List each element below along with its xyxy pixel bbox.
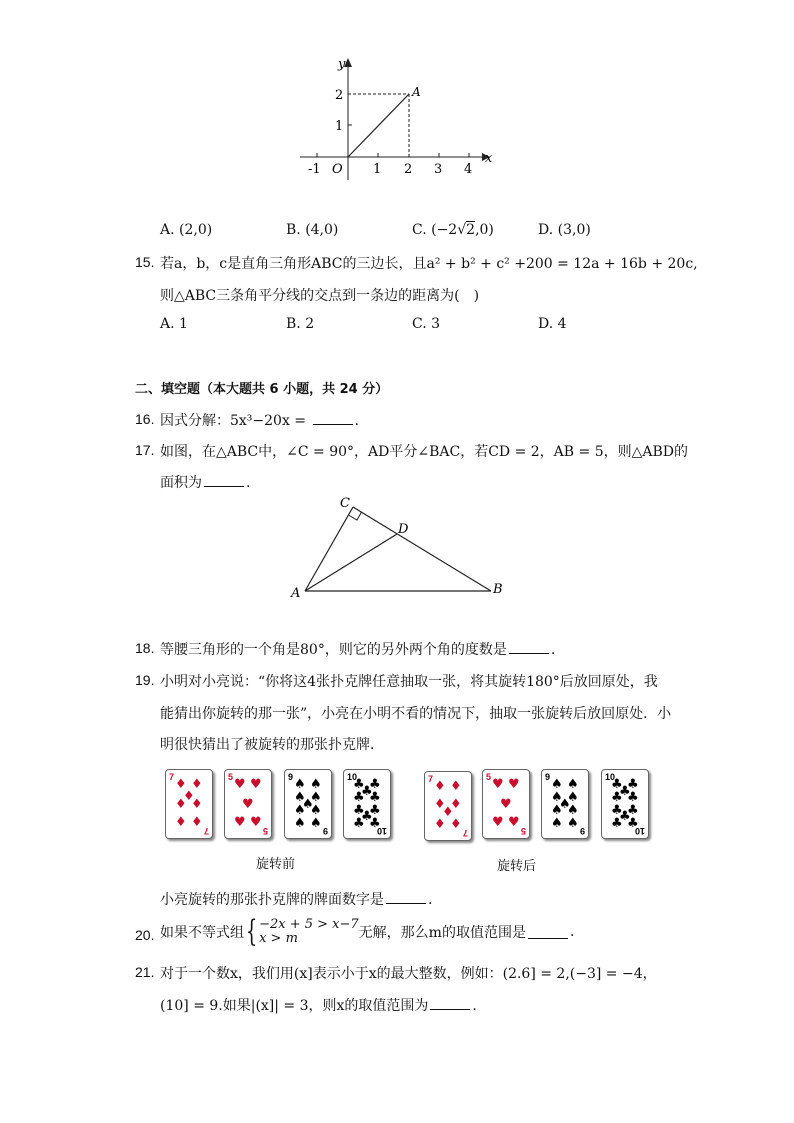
caption-after: 旋转后 [497, 859, 537, 874]
heart-icon: ♥ ♥ ♥ ♥ ♥ [234, 777, 262, 830]
option-d: D. (3,0) [538, 222, 591, 238]
x-tick-label: 2 [404, 162, 413, 177]
question-number: 19. [135, 672, 155, 688]
question-number: 21. [135, 964, 155, 980]
x-tick-label: 1 [373, 162, 382, 177]
spade-icon: ♠ ♠ ♠ ♠ ♠ ♠ ♠ ♠ ♠ [551, 777, 579, 831]
period: . [472, 998, 477, 1014]
x-axis-label: x [485, 151, 493, 166]
question-text: 因式分解：5x³−20x = [160, 413, 311, 429]
question-text: 对于一个数x，我们用(x]表示小于x的最大整数，例如：(2.6] = 2,(−3] = −4， [160, 966, 657, 982]
card-rank: 9 [579, 826, 585, 836]
question-line [160, 472, 250, 492]
card-rank: 9 [545, 772, 551, 782]
option-c-suffix: ,0) [475, 222, 494, 238]
card-rank: 5 [262, 826, 268, 836]
card-rank: 10 [605, 772, 616, 782]
question-text: 若a，b，c是直角三角形ABC的三边长，且a² + b² + c² +200 = 12a + 16b + 20c, [160, 256, 698, 272]
y-axis-label: y [338, 57, 346, 72]
coordinate-figure [290, 52, 500, 182]
card-five-hearts [482, 769, 530, 839]
answer-blank[interactable] [313, 412, 353, 425]
point-a-label: A [412, 85, 421, 99]
vertex-b-label: B [493, 582, 503, 597]
answer-blank[interactable] [386, 891, 426, 904]
brace-icon: { [245, 914, 258, 949]
question-text: 则△ABC三条角平分线的交点到一条边的距离为( ) [160, 288, 480, 304]
card-rank: 10 [376, 826, 387, 836]
inequality-1: −2x + 5 > x−7 [259, 917, 359, 932]
question-text: 等腰三角形的一个角是80°，则它的另外两个角的度数是 [160, 642, 507, 658]
answer-blank[interactable] [528, 926, 568, 939]
card-rank: 7 [462, 828, 468, 838]
option-b: B. (4,0) [286, 222, 339, 238]
question-number: 16. [135, 411, 155, 427]
origin-label: O [332, 162, 343, 177]
option-c [412, 222, 494, 238]
question-text: 小明对小亮说：“你将这4张扑克牌任意抽取一张，将其旋转180°后放回原处，我 [160, 674, 658, 690]
question-line [160, 914, 575, 949]
question-line [160, 410, 359, 430]
question-text: 如果不等式组 [160, 925, 244, 941]
card-nine-spades [284, 769, 332, 839]
card-seven-diamonds [165, 769, 213, 839]
period: . [569, 924, 575, 940]
card-rank: 9 [322, 826, 328, 836]
option-c: C. 3 [412, 316, 441, 332]
card-rank: 5 [228, 772, 234, 782]
spade-icon: ♠ ♠ ♠ ♠ ♠ ♠ ♠ ♠ ♠ [294, 777, 322, 831]
option-c-radical: 2 [466, 222, 476, 238]
question-text: 面积为 [160, 475, 202, 491]
card-rank: 10 [634, 826, 645, 836]
question-number: 20. [135, 927, 155, 943]
card-seven-diamonds-rotated [424, 771, 472, 841]
x-tick-label: -1 [308, 162, 321, 177]
question-line [160, 889, 432, 909]
question-number: 18. [135, 640, 155, 656]
diamond-icon: ♦ ♦ ♦ ♦ ♦ ♦ ♦ [434, 779, 462, 832]
section-title: 二、填空题（本大题共 6 小题，共 24 分） [135, 382, 389, 397]
x-tick-label: 3 [434, 162, 443, 177]
option-a: A. 1 [160, 316, 188, 332]
y-tick-label: 1 [335, 119, 344, 134]
period: . [354, 413, 359, 429]
card-ten-clubs [601, 769, 649, 839]
period: . [550, 642, 556, 658]
card-rank: 9 [288, 772, 294, 782]
period: . [246, 475, 251, 491]
period: . [428, 892, 433, 908]
option-c-prefix: C. (−2 [412, 222, 458, 238]
vertex-c-label: C [340, 496, 350, 511]
club-icon: ♣ ♣ ♣ ♣ ♣ ♣ ♣ ♣ ♣ ♣ [353, 777, 381, 831]
card-nine-spades [541, 769, 589, 839]
vertex-a-label: A [291, 586, 301, 601]
question-text: 能猜出你旋转的那一张”，小亮在小明不看的情况下，抽取一张旋转后放回原处．小 [160, 706, 672, 722]
x-tick-label: 4 [464, 162, 473, 177]
answer-blank[interactable] [430, 997, 470, 1010]
question-line [160, 639, 555, 659]
question-number: 15. [135, 254, 155, 270]
card-five-hearts [224, 769, 272, 839]
question-number: 17. [135, 442, 155, 458]
question-line [160, 995, 477, 1015]
question-text: 如图，在△ABC中，∠C = 90°，AD平分∠BAC，若CD = 2，AB = 5，则△ABD的 [160, 444, 689, 460]
card-rank: 7 [203, 826, 209, 836]
question-text: (10] = 9.如果|(x]| = 3，则x的取值范围为 [160, 998, 429, 1014]
sqrt-sign: √ [457, 222, 467, 238]
card-rank: 5 [486, 772, 492, 782]
diamond-icon: ♦ ♦ ♦ ♦ ♦ ♦ ♦ [175, 777, 203, 830]
club-icon: ♣ ♣ ♣ ♣ ♣ ♣ ♣ ♣ ♣ ♣ [611, 777, 639, 831]
question-text: 无解，那么m的取值范围是 [358, 925, 526, 941]
inequality-system [259, 918, 359, 946]
option-d: D. 4 [538, 316, 567, 332]
question-text: 明很快猜出了被旋转的那张扑克牌． [160, 737, 384, 753]
answer-blank[interactable] [204, 474, 244, 487]
option-b: B. 2 [286, 316, 315, 332]
card-rank: 5 [520, 826, 526, 836]
card-rank: 7 [169, 772, 175, 782]
question-text: 小亮旋转的那张扑克牌的牌面数字是 [160, 892, 384, 908]
y-tick-label: 2 [335, 88, 344, 103]
triangle-figure [285, 495, 510, 605]
card-rank: 10 [347, 772, 358, 782]
heart-icon: ♥ ♥ ♥ ♥ ♥ [492, 777, 520, 830]
option-a: A. (2,0) [160, 222, 213, 238]
card-rank: 7 [428, 774, 434, 784]
point-d-label: D [398, 522, 409, 537]
card-ten-clubs [343, 769, 391, 839]
answer-blank[interactable] [509, 641, 549, 654]
caption-before: 旋转前 [256, 857, 296, 872]
inequality-2: x > m [259, 931, 298, 946]
